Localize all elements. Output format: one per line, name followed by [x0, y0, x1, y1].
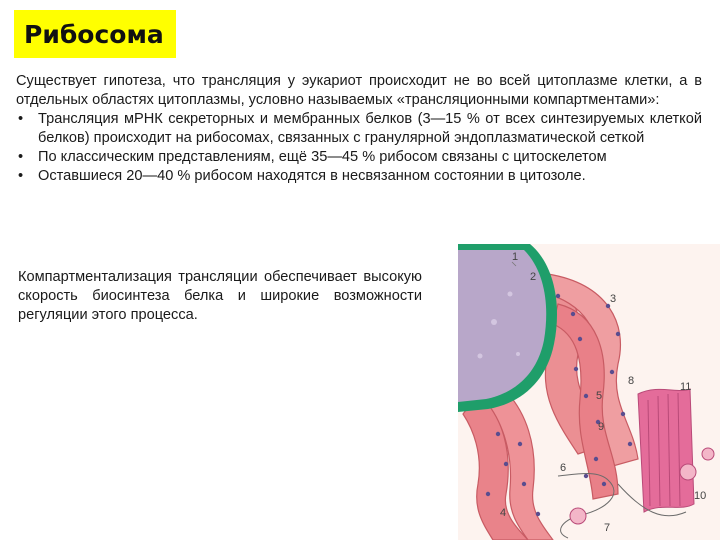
bullet-item	[16, 148, 702, 167]
cell-diagram-svg	[458, 244, 720, 540]
label-2: 2	[530, 271, 537, 283]
bullet-item	[16, 167, 702, 186]
vesicle	[702, 448, 714, 460]
label-3: 3	[610, 293, 617, 305]
label-1: 1	[512, 251, 519, 263]
bullet-icon: •	[18, 168, 24, 184]
label-5: 5	[596, 390, 603, 402]
vesicle	[680, 464, 696, 480]
golgi-apparatus	[638, 389, 694, 512]
label-8: 8	[628, 375, 635, 387]
bullet-text: Оставшиеся 20—40 % рибосом находятся в несвязанном состоянии в цитозоле.	[38, 168, 586, 184]
title-box	[14, 10, 176, 58]
label-4: 4	[500, 507, 507, 519]
bullet-text: Трансляция мРНК секреторных и мембранных белков (3—15 % от всех синтезируемых клеткой белков) происходит на рибосомах, связанных с гранулярной эндоплазматической сеткой	[38, 111, 702, 146]
slide-title: Рибосома	[24, 19, 164, 49]
main-text	[16, 72, 702, 186]
bullet-item	[16, 110, 702, 148]
bullet-list	[16, 110, 702, 186]
label-10: 10	[694, 490, 707, 502]
cell-illustration	[458, 244, 720, 540]
side-note-text: Компартментализация трансляции обеспечивает высокую скорость биосинтеза белка и широкие возможности регуляции этого процесса.	[18, 269, 422, 323]
vesicle	[570, 508, 586, 524]
label-9: 9	[598, 421, 605, 433]
label-6: 6	[560, 462, 567, 474]
bullet-text: По классическим представлениям, ещё 35—45 % рибосом связаны с цитоскелетом	[38, 149, 607, 165]
label-11: 11	[680, 381, 692, 393]
label-7: 7	[604, 522, 611, 534]
side-note	[18, 268, 422, 325]
intro-paragraph: Существует гипотеза, что трансляция у эукариот происходит не во всей цитоплазме клетки, а в отдельных областях цитоплазмы, условно называемых «трансляционными компартментами»:	[16, 73, 702, 108]
bullet-icon: •	[18, 111, 24, 127]
bullet-icon: •	[18, 149, 24, 165]
